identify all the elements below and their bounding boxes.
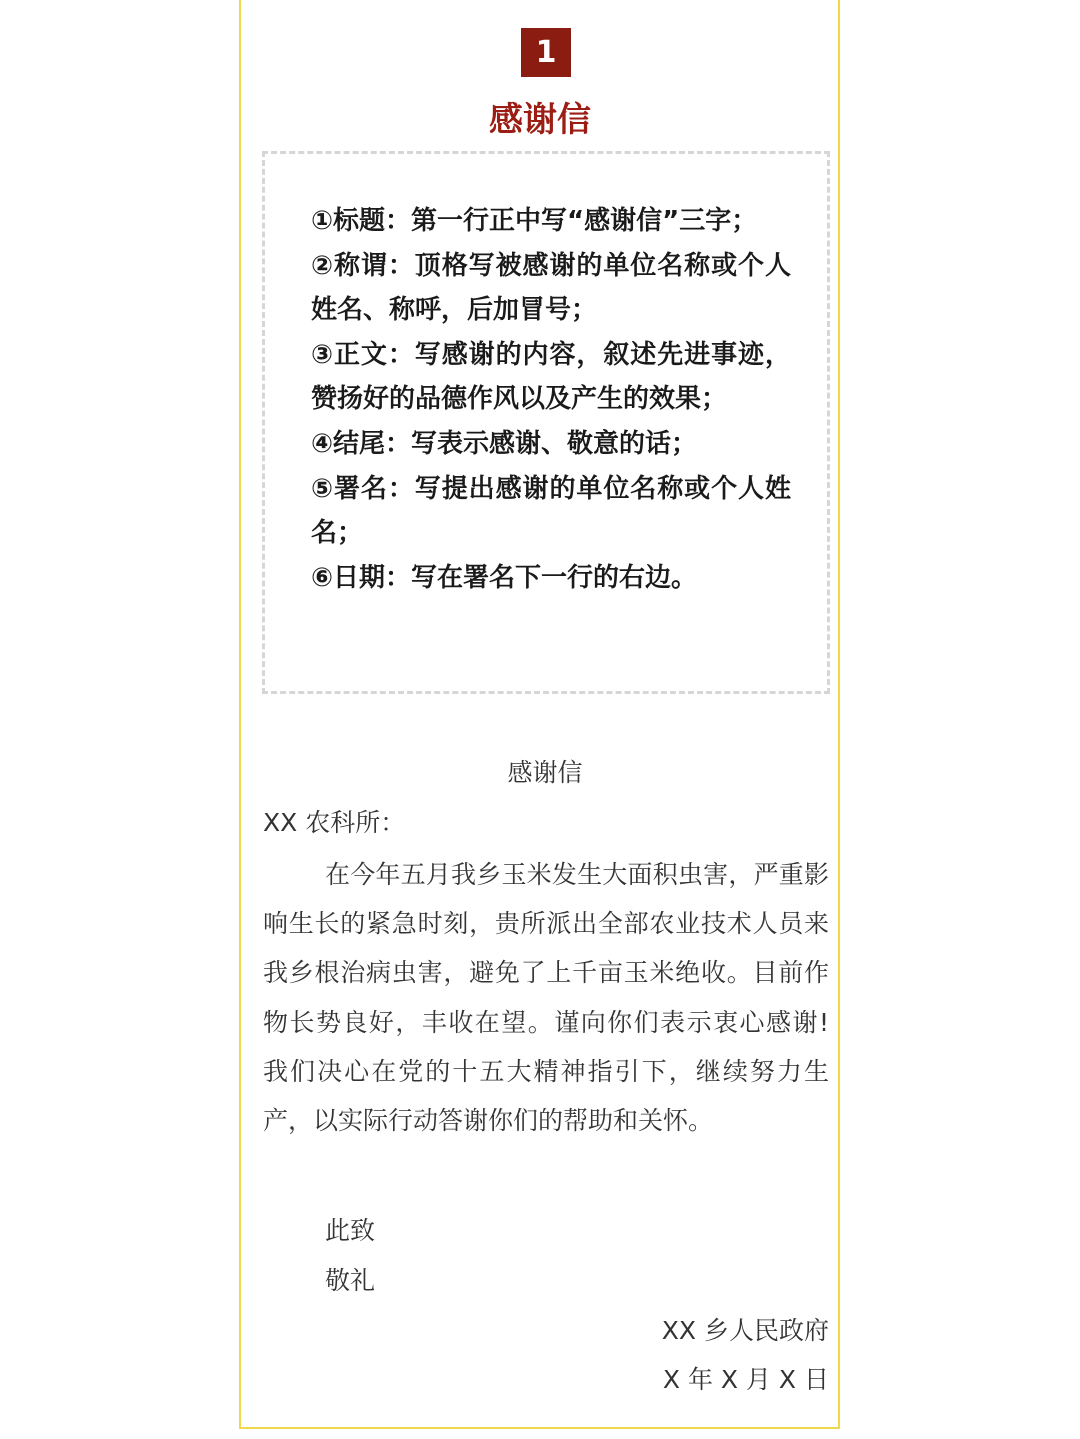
- tip-item-title: ①标题：第一行正中写“感谢信”三字；: [311, 206, 758, 236]
- letter-salutation: XX 农科所：: [263, 808, 406, 837]
- section-title: 感谢信: [489, 100, 591, 140]
- letter-closing-1: 此致: [325, 1216, 376, 1245]
- letter-date: X 年 X 月 X 日: [662, 1365, 829, 1394]
- letter-closing-2: 敬礼: [325, 1266, 376, 1295]
- tip-item-ending: ④结尾：写表示感谢、敬意的话；: [311, 428, 698, 459]
- tip-item-signature: ⑤署名：写提出感谢的单位名称或个人姓名；: [311, 473, 791, 549]
- letter-body: 在今年五月我乡玉米发生大面积虫害，严重影响生长的紧急时刻，贵所派出全部农业技术人员来我乡根治病虫害，避免了上千亩玉米绝收。目前作物长势良好，丰收在望。谨向你们表示衷心感谢! 我们决心在党的十五大精神指引下，继续努力生产，以实际行动答谢你们的帮助和关怀。: [263, 860, 829, 1136]
- section-number-badge: 1: [521, 28, 571, 77]
- tip-item-salutation: ②称谓：顶格写被感谢的单位名称或个人姓名、称呼，后加冒号；: [311, 250, 791, 326]
- tip-item-body: ③正文：写感谢的内容，叙述先进事迹，赞扬好的品德作风以及产生的效果；: [311, 339, 791, 415]
- letter-title: 感谢信: [507, 758, 583, 787]
- format-tips-list: [311, 199, 791, 600]
- letter-signature: XX 乡人民政府: [661, 1316, 829, 1345]
- tip-item-date: ⑥日期：写在署名下一行的右边。: [311, 562, 698, 593]
